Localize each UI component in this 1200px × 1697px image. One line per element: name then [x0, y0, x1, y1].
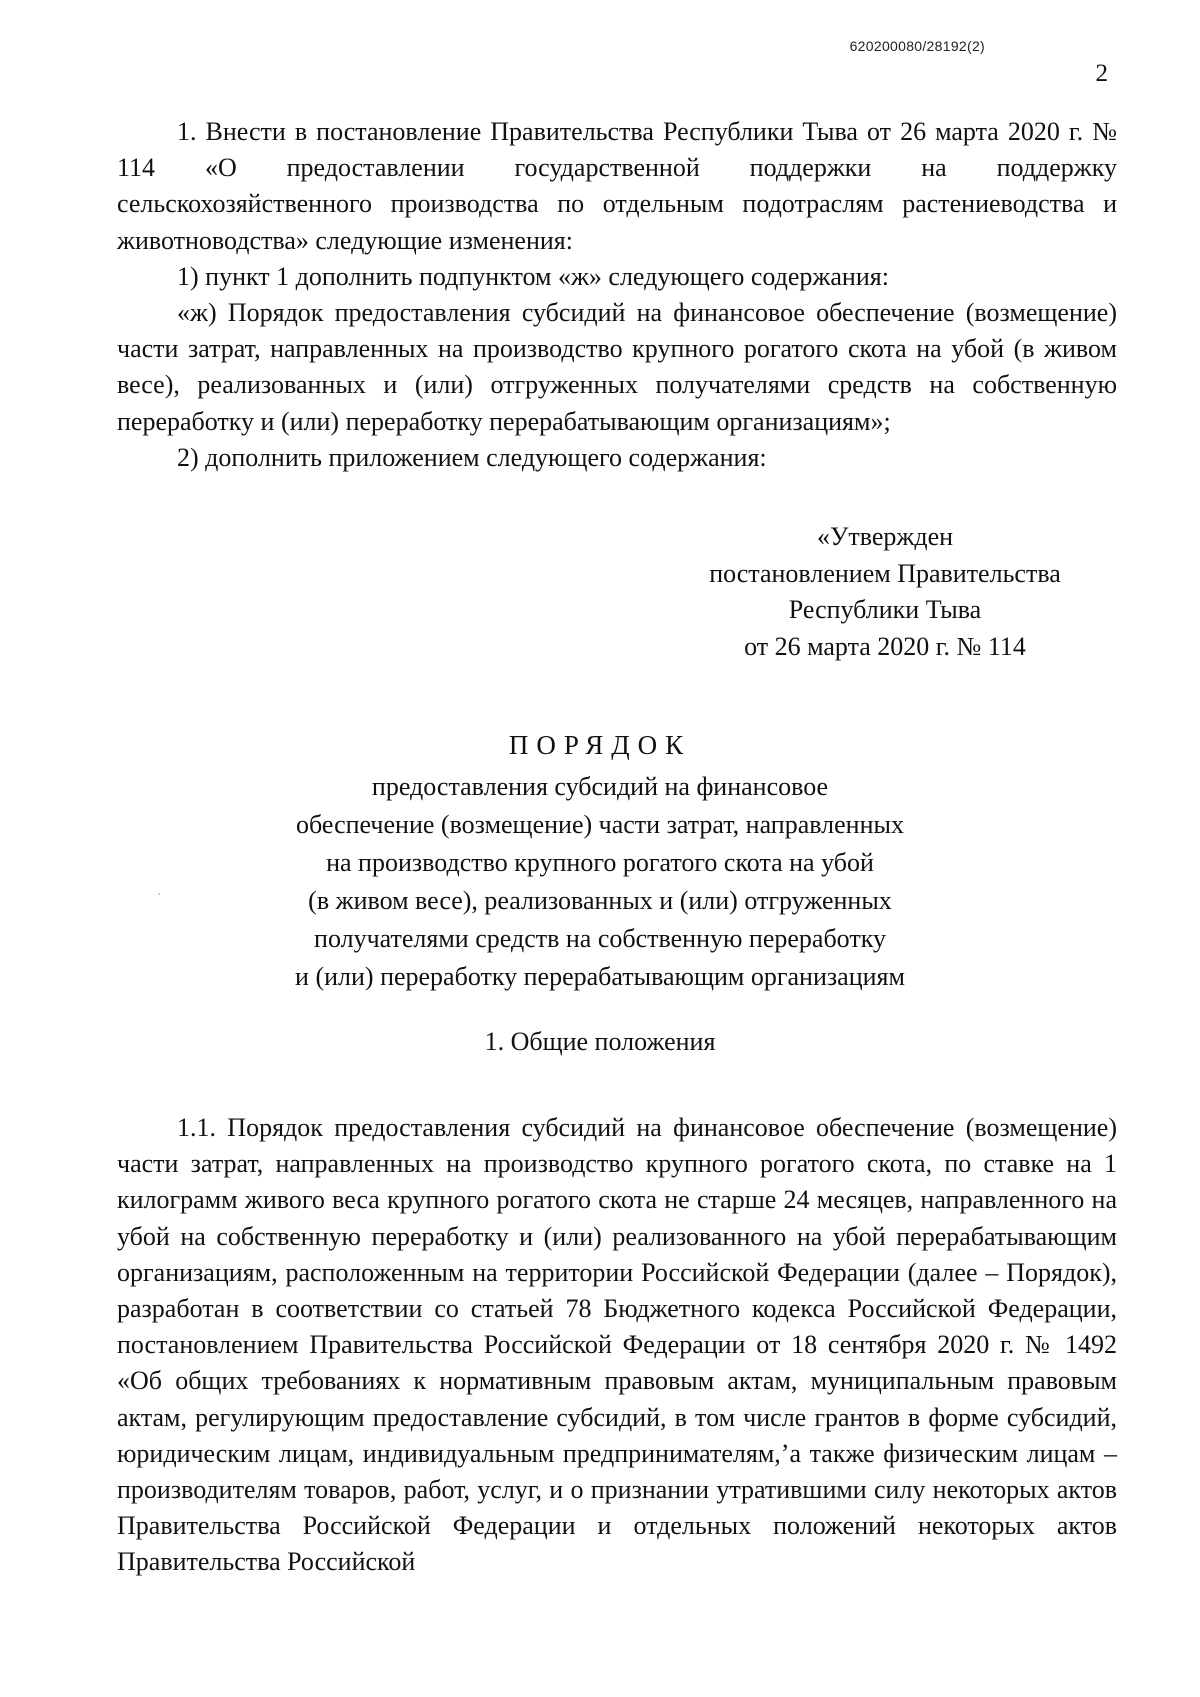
subtitle-line: получателями средств на собственную переработку [314, 924, 886, 953]
approval-line-3: Республики Тыва [788, 595, 982, 624]
amendment-item-1: 1. Внести в постановление Правительства Республики Тыва от 26 марта 2020 г. № 114 «О предоставлении государственной поддержки на поддержку сельскохозяйственного производства по отдельным подотраслям растениеводства и животноводства» следующие изменения: [117, 117, 1117, 255]
approval-line-4: от 26 марта 2020 г. № 114 [744, 631, 1026, 661]
paragraph-1-1: 1.1. Порядок предоставления субсидий на финансовое обеспечение (возмещение) части затрат, направленных на производство крупного рогатого скота, по ставке на 1 килограмм живого веса крупного рогатого скота не старше 24 месяцев, направленного на убой на собственную переработку и (или) реализованного на убой перерабатывающим организациям, расположенным на территории Российской Федерации (далее – Порядок), разработан в соответствии со статьей 78 Бюджетного кодекса Российской Федерации, постановлением Правительства Российской Федерации от 18 сентября 2020 г. № 1492 «Об общих требованиях к нормативным правовым актам, муниципальным правовым актам, регулирующим предоставление субсидий, в том числе грантов в форме субсидий, юридическим лицам, индивидуальным предпринимателям,’а также физическим лицам – производителям товаров, работ, услуг, и о признании утратившими силу некоторых актов Правительства Российской Федерации и отдельных положений некоторых актов Правительства Российской [117, 1113, 1117, 1577]
page-number: 2 [1095, 60, 1108, 87]
amendment-subitem-2: 2) дополнить приложением следующего содержания: [177, 442, 767, 472]
approval-stamp-block [660, 519, 1110, 665]
subtitle-line: обеспечение (возмещение) части затрат, направленных [296, 810, 904, 839]
subtitle-line: на производство крупного рогатого скота на убой [326, 848, 874, 877]
subtitle-line: (в живом весе), реализованных и (или) отгруженных [308, 886, 892, 915]
approval-line-1: «Утвержден [816, 522, 954, 551]
amendment-block [117, 114, 1117, 476]
approval-line-2: постановлением Правительства [709, 558, 1061, 588]
section-heading: 1. Общие положения [484, 1027, 716, 1056]
subtitle-line: и (или) переработку перерабатывающим организациям [295, 962, 905, 991]
section-1-body [117, 1110, 1117, 1581]
document-title: ПОРЯДОК [508, 730, 692, 760]
amendment-quote: «ж) Порядок предоставления субсидий на финансовое обеспечение (возмещение) части затрат, направленных на производство крупного рогатого скота на убой (в живом весе), реализованных и (или) отгруженных получателями средств на собственную переработку и (или) переработку перерабатывающим организациям»; [117, 298, 1117, 436]
document-subtitle [0, 768, 1200, 996]
scan-artifact [158, 893, 160, 895]
amendment-subitem-1: 1) пункт 1 дополнить подпунктом «ж» следующего содержания: [177, 261, 889, 291]
subtitle-line: предоставления субсидий на финансовое [371, 772, 829, 801]
document-code: 620200080/28192(2) [849, 38, 985, 54]
